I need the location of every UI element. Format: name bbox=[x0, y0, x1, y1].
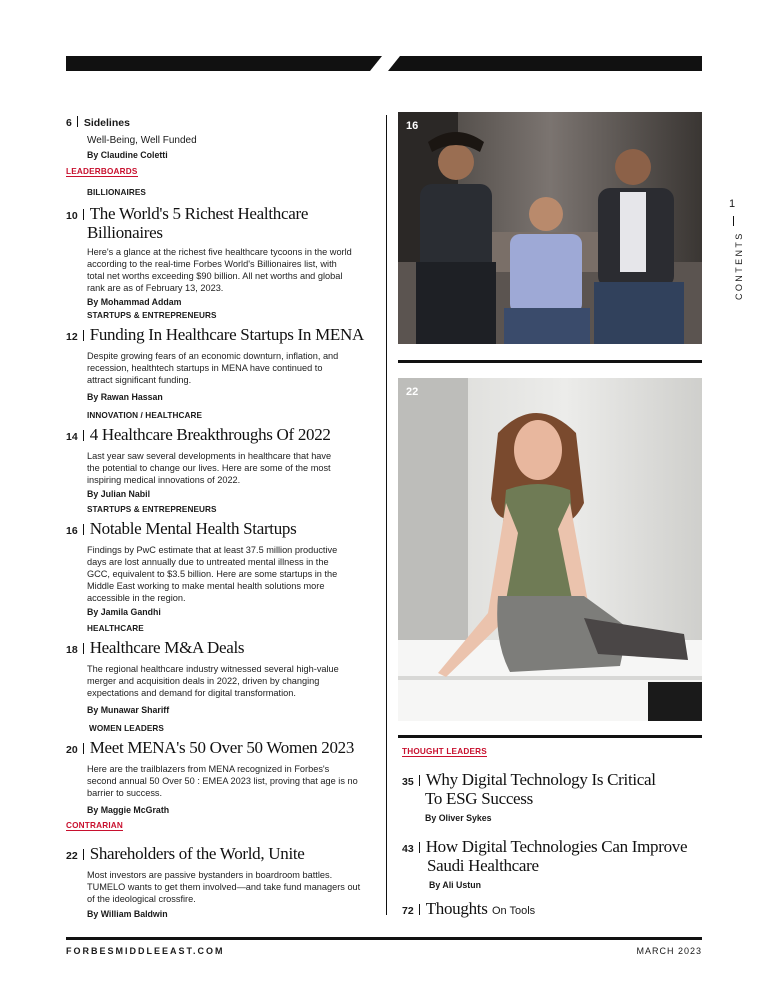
item-title: Sidelines bbox=[83, 117, 130, 129]
item-byline: By Mohammad Addam bbox=[87, 297, 182, 307]
photo-woman-leader[interactable] bbox=[398, 378, 702, 721]
item-byline: By Ali Ustun bbox=[429, 880, 481, 890]
section-label-leaderboards: LEADERBOARDS bbox=[66, 167, 138, 176]
photo-founders-image bbox=[398, 112, 702, 344]
footer-date: MARCH 2023 bbox=[636, 946, 702, 956]
item-description: Here are the trailblazers from MENA recognized in Forbes's second annual 50 Over 50 : EMEA 2023 list, proving that age is no barrier to success. bbox=[87, 764, 358, 798]
toc-item-18[interactable] bbox=[66, 624, 376, 715]
side-contents-label: CONTENTS bbox=[734, 231, 744, 300]
page-number: 10 bbox=[66, 210, 78, 222]
page-number: 43 bbox=[402, 843, 414, 855]
item-description: Despite growing fears of an economic downturn, inflation, and recession, healthtech startups in MENA have continued to attract significant funding. bbox=[87, 351, 339, 385]
item-kicker: STARTUPS & ENTREPRENEURS bbox=[87, 505, 217, 514]
item-description: Findings by PwC estimate that at least 37.5 million productive days are lost annually due to untreated mental illness in the GCC, equivalent to $3.5 billion. Here are some startups in the Middle East working to make mental health solutions more accessible in the region. bbox=[87, 545, 338, 603]
item-headline: Shareholders of the World, Unite bbox=[89, 844, 305, 863]
item-description: The regional healthcare industry witnessed several high-value merger and acquisition deals in 2022, driven by changing expectations and demand for digital transformation. bbox=[87, 664, 339, 698]
item-byline: By Oliver Sykes bbox=[425, 813, 492, 823]
item-kicker: HEALTHCARE bbox=[87, 624, 144, 633]
item-kicker: BILLIONAIRES bbox=[87, 188, 146, 197]
item-byline: By William Baldwin bbox=[87, 909, 168, 919]
side-page-number: 1 bbox=[729, 198, 736, 210]
top-rule-left-notch bbox=[370, 56, 382, 71]
page-number: 22 bbox=[66, 850, 78, 862]
toc-item-22[interactable] bbox=[66, 845, 376, 919]
divider-rule bbox=[398, 735, 702, 738]
item-headline-cont: To ESG Success bbox=[425, 789, 533, 808]
toc-item-10[interactable] bbox=[66, 188, 376, 307]
section-label-thought-leaders: THOUGHT LEADERS bbox=[402, 747, 487, 756]
item-headline-tail: On Tools bbox=[491, 905, 536, 917]
item-byline: By Claudine Coletti bbox=[87, 150, 168, 160]
divider-rule bbox=[398, 360, 702, 363]
item-headline: Funding In Healthcare Startups In MENA bbox=[89, 325, 364, 344]
page-number: 20 bbox=[66, 744, 78, 756]
page-number: 14 bbox=[66, 431, 78, 443]
column-divider bbox=[386, 115, 387, 915]
item-description: Here's a glance at the richest five healthcare tycoons in the world according to the real-time Forbes World's Billionaires list, with total net worths exceeding $90 billion. All net worths and global rank are as of February 13, 2023. bbox=[87, 247, 352, 293]
toc-item-72[interactable] bbox=[402, 900, 702, 919]
item-headline: Notable Mental Health Startups bbox=[89, 519, 297, 538]
item-headline: The World's 5 Richest Healthcare bbox=[89, 204, 309, 223]
page-number: 16 bbox=[66, 525, 78, 537]
item-headline: Healthcare M&A Deals bbox=[89, 638, 245, 657]
toc-item-14[interactable] bbox=[66, 411, 376, 499]
item-byline: By Munawar Shariff bbox=[87, 705, 170, 715]
item-kicker: WOMEN LEADERS bbox=[89, 724, 164, 733]
item-kicker: STARTUPS & ENTREPRENEURS bbox=[87, 311, 217, 320]
toc-item-12[interactable] bbox=[66, 311, 376, 402]
item-headline: Meet MENA's 50 Over 50 Women 2023 bbox=[89, 738, 355, 757]
page-number: 12 bbox=[66, 331, 78, 343]
top-rule-right bbox=[388, 56, 702, 71]
toc-item-sidelines[interactable] bbox=[66, 113, 376, 160]
item-headline: 4 Healthcare Breakthroughs Of 2022 bbox=[89, 425, 331, 444]
page-number: 72 bbox=[402, 905, 414, 917]
item-description: Most investors are passive bystanders in boardroom battles. TUMELO wants to get them involved—and take fund managers out of the ideological crossfire. bbox=[87, 870, 361, 904]
toc-item-20[interactable] bbox=[66, 724, 376, 815]
page-number: 6 bbox=[66, 117, 72, 129]
item-headline-cont: Billionaires bbox=[87, 223, 163, 242]
page-number: 35 bbox=[402, 776, 414, 788]
toc-item-43[interactable] bbox=[402, 838, 702, 890]
photo-page-number: 16 bbox=[406, 120, 419, 132]
footer-site[interactable]: FORBESMIDDLEEAST.COM bbox=[66, 946, 225, 956]
item-byline: By Maggie McGrath bbox=[87, 805, 170, 815]
top-rule-left bbox=[66, 56, 370, 71]
item-headline-cont: Saudi Healthcare bbox=[427, 856, 539, 875]
photo-page-number: 22 bbox=[406, 386, 419, 398]
toc-item-16[interactable] bbox=[66, 505, 376, 617]
photo-founders[interactable] bbox=[398, 112, 702, 344]
section-label-contrarian: CONTRARIAN bbox=[66, 821, 124, 830]
item-byline: By Jamila Gandhi bbox=[87, 607, 161, 617]
item-headline: Why Digital Technology Is Critical bbox=[425, 770, 656, 789]
side-divider bbox=[733, 216, 734, 226]
item-subtitle: Well-Being, Well Funded bbox=[87, 135, 197, 146]
item-headline: Thoughts bbox=[425, 899, 488, 918]
item-byline: By Julian Nabil bbox=[87, 489, 151, 499]
photo-woman-image bbox=[398, 378, 702, 721]
item-description: Last year saw several developments in healthcare that have the potential to change our lives. Here are some of the most inspiring medical innovations of 2022. bbox=[87, 451, 332, 485]
item-kicker: INNOVATION / HEALTHCARE bbox=[87, 411, 203, 420]
item-headline: How Digital Technologies Can Improve bbox=[425, 837, 688, 856]
toc-item-35[interactable] bbox=[402, 771, 702, 823]
footer-rule bbox=[66, 937, 702, 940]
page-number: 18 bbox=[66, 644, 78, 656]
item-byline: By Rawan Hassan bbox=[87, 392, 163, 402]
